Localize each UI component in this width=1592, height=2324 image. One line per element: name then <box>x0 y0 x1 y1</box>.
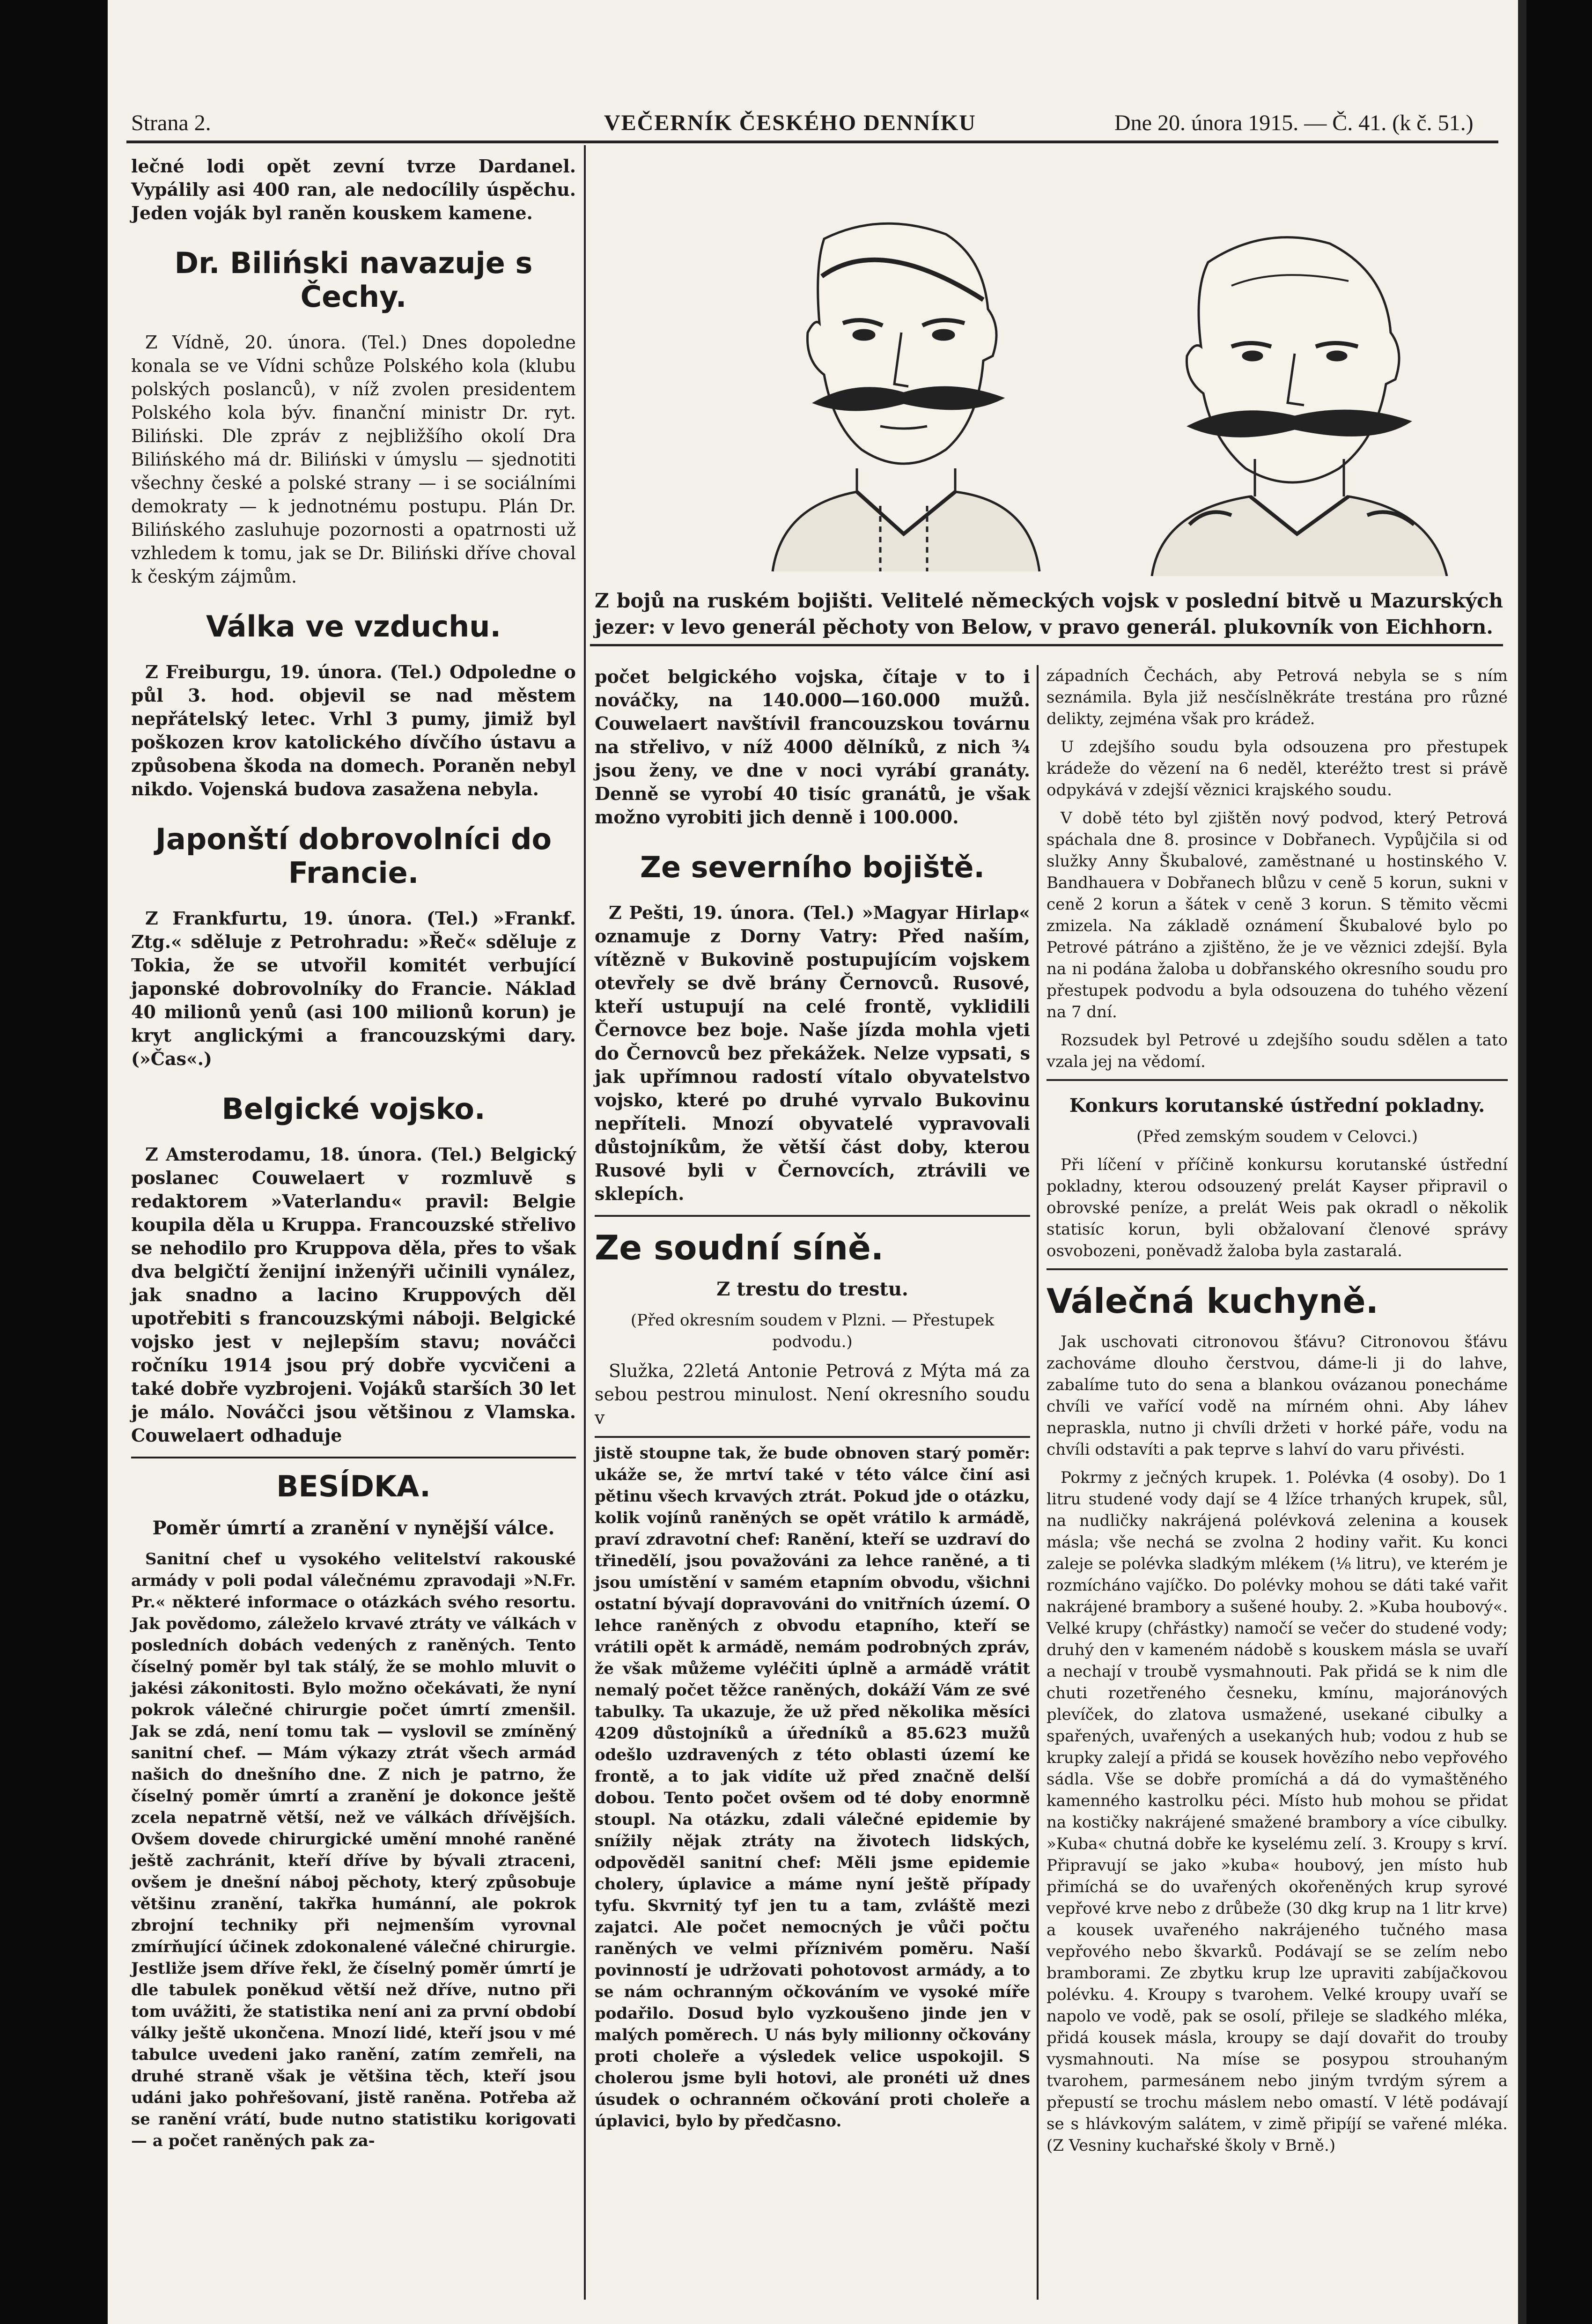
besidka-rule <box>131 1457 576 1458</box>
illustration-caption: Z bojů na ruském bojišti. Velitelé německých vojsk v poslední bitvě u Mazurských jezer: v levo generál pěchoty von Below, v pravo generál. plukovník von Eichhorn. <box>595 589 1503 638</box>
headline-soudni: Ze soudní síně. <box>595 1228 884 1267</box>
newspaper-page <box>108 0 1526 2324</box>
article-trestu-cont: západních Čechách, aby Petrová nebyla se s ním seznámila. Byla již nesčíslněkráte trestána pro různé delikty, zejména však pro krádež. <box>1047 666 1508 728</box>
soudni-rule <box>595 1215 1030 1217</box>
issue-date: Dne 20. února 1915. — Č. 41. (k č. 51.) <box>1114 111 1474 135</box>
right-page-edge <box>1518 0 1526 2324</box>
konkurs-subtitle: (Před zemským soudem v Celovci.) <box>1136 1127 1418 1146</box>
masthead: VEČERNÍK ČESKÉHO DENNÍKU <box>604 111 976 135</box>
article-trestu-p3: V době této byl zjištěn nový podvod, který Petrová spáchala dne 8. prosince v Dobřanech. Vypůjčila si od služky Anny Škubalové, zaměstnané u hostinského V. Bandhauera v Dobřanech blůzu v ceně 5 korun, sukni v ceně 2 korun a šátek v ceně 3 korun. S těmito věcmi zmizela. Na základě oznámení Škubalové bylo po Petrové pátráno a zjištěno, že je ve věznici zdejší. Byla na ni podána žaloba u dobřanského okresního soudu pro přestupek podvodu a byla odsouzena do tuhého vězení na 7 dní. <box>1047 809 1508 1021</box>
article-trestu: Služka, 22letá Antonie Petrová z Mýta má za sebou pestrou minulost. Není okresního soudu v <box>595 1361 1030 1428</box>
column-1 <box>131 155 576 2158</box>
article-pomer: Sanitní chef u vysokého velitelství rakouské armády v poli podal válečnému zpravodaji »N.Fr. Pr.« některé informace o otázkách svého resortu. Jak povědomo, záleželo krvavé ztráty ve válkách v posledních dobách vedených z raněných. Tento číselný poměr byl tak stálý, že se mohlo mluvit o jakési zákonitosti. Bylo možno očekávati, že nyní pokrok válečné chirurgie počet úmrtí zmenšil. Jak se zdá, není tomu tak — vyslovil se zmíněný sanitní chef. — Mám výkazy ztrát všech armád našich do dnešního dne. Z nich je patrno, že číselný poměr úmrtí a zranění je dokonce ještě zcela nepatrně větší, než ve válkách dřívějších. Ovšem dovede chirurgické umění mnohé raněné ještě zachránit, kteří dříve by bývali ztraceni, ovšem je dnešní náboj pěchoty, který způsobuje většinu zranění, takřka humánní, ale pokrok zbrojní techniky při nejmenším vyrovnal zmírňující účinek zdokonalené válečné chirurgie. Jestliže jsem dříve řekl, že číselný poměr úmrtí je dle tabulek poněkud větší než dříve, nutno při tom uvážiti, že statistika není ani za první období války ještě ukončena. Mnozí lidé, kteří jsou v mé tabulce uvedeni jako ranění, zatím zemřeli, na druhé straně však je většina těch, kteří jsou udáni jako pohřešovaní, jistě raněna. Potřeba až se ranění vrátí, bude nutno statistiku korigovati — a počet raněných pak za- <box>131 1550 576 2150</box>
column-2 <box>595 665 1030 2139</box>
kuchyne-rule <box>1047 1268 1508 1270</box>
headline-kuchyne: Válečná kuchyně. <box>1047 1281 1378 1321</box>
konkurs-rule <box>1047 1079 1508 1081</box>
article-trestu-p4: Rozsudek byl Petrové u zdejšího soudu sdělen a tato vzala jej na vědomí. <box>1047 1031 1508 1071</box>
portrait-von-eichhorn <box>1152 237 1447 576</box>
portrait-von-below <box>773 223 1039 571</box>
headline-severni: Ze severního bojiště. <box>640 850 985 884</box>
headline-pomer: Poměr úmrtí a zranění v nynější válce. <box>152 1517 555 1539</box>
article-trestu-p2: U zdejšího soudu byla odsouzena pro přestupek krádeže do vězení na 6 neděl, kteréžto trest si právě odpykává v zdejší věznici krajského soudu. <box>1047 738 1508 799</box>
article-krupek: Pokrmy z ječných krupek. 1. Polévka (4 osoby). Do 1 litru studené vody dají se 4 lžíce trhaných krupek, sůl, na nudličky nakrájená polévková zelenina a kousek másla; vše nechá se zvolna 2 hodiny vařit. Ku konci zaleje se polévka sladkým mlékem (⅛ litru), ve kterém je rozmícháno vajíčko. Do polévky mohou se dáti také vařit nakrájené brambory a sušené houby. 2. »Kuba houbový«. Velké krupy (chřástky) namočí se večer do studené vody; druhý den v kameném nádobě s kouskem másla se uvaří a nechají v troubě vysmahnouti. Pak přidá se k nim dle chuti rozetřeného česneku, kmínu, majoránových plevíček, do zlatova usmažené, usekané cibulky a spařených, uvařených a usekaných hub; vodou z hub se krupky zalejí a přidá se kousek hovězího nebo vepřového sádla. Vše se dobře promíchá a dá do vymaštěného kamenného kastrolku péci. Místo hub mohou se přidat na kostičky nakrájené smažené brambory a více cibulky. »Kuba« chutná dobře ke kyselému zelí. 3. Kroupy s krví. Připravují se jako »kuba« houbový, jen místo hub přimíchá se do uvařených okořeněných krup syrové vepřové krve nebo z drůbeže (30 dkg krup na 1 litr krve) a kousek uvařeného nakrájeného tučného masa vepřového nebo škvarků. Podávají se se zelím nebo bramborami. Ze zbytku krup lze upraviti zabíjačkovou polévku. 4. Kroupy s tvarohem. Velké kroupy uvaří se napolo ve vodě, pak se osolí, přileje se sladkého mléka, přidá kousek másla, kroupy se dají dovařit do trouby vysmahnouti. Na míse se posypou strouhaným tvarohem, parmesánem nebo jiným tvrdým sýrem a přepustí se trochu máslem nebo omastí. V létě podávají se s hlávkovým salátem, v zimě připíjí se vařené mléka. (Z Vesniny kuchařské školy v Brně.) <box>1047 1468 1508 2155</box>
page-number: Strana 2. <box>131 111 211 135</box>
headline-konkurs: Konkurs korutanské ústřední pokladny. <box>1069 1095 1485 1117</box>
article-belgicke: Z Amsterodamu, 18. února. (Tel.) Belgický poslanec Couwelaert v rozmluvě s redaktorem »Vaterlandu« pravil: Belgie koupila děla u Kruppa. Francouzské střelivo se nehodilo pro Kruppova děla, přes to však dva belgičtí ženijní inženýři učinili vynález, jak snadno a lacino Kruppových děl upotřebiti s francouzskými náboji. Belgické vojsko jest v nejlepším stavu; nováčci ročníku 1914 jsou prý dobře vycvičeni a také dobře vyzbrojeni. Vojáků starších 30 let je málo. Nováčci jsou většinou z Vlamska. Couwelaert odhaduje <box>131 1144 576 1446</box>
caption-rule <box>590 644 1503 646</box>
headline-trestu: Z trestu do trestu. <box>716 1278 908 1300</box>
continuation-rule <box>595 1436 1030 1438</box>
article-japonsti: Z Frankfurtu, 19. února. (Tel.) »Frankf. Ztg.« sděluje z Petrohradu: »Řeč« sděluje z Tokia, že se utvořil komitét verbující japonské dobrovolníky do Francie. Náklad 40 milionů yenů (asi 100 milionů korun) je kryt anglickými a francouzskými dary. (»Čas«.) <box>131 908 576 1069</box>
column-divider-1 <box>584 145 586 2300</box>
column-3 <box>1047 665 1508 2163</box>
headline-bilinski: Dr. Biliński navazuje s Čechy. <box>174 246 533 314</box>
portraits-illustration <box>702 206 1498 576</box>
article-belgicke-cont: počet belgického vojska, čítaje v to i nováčky, na 140.000—160.000 mužů. Couwelaert navštívil francouzskou továrnu na střelivo, v níž 4000 dělníků, z nich ¾ jsou ženy, ve dne v noci vyrábí granáty. Denně se vyrobí 40 tisíc granátů, je však možno vyrobiti jich denně i 100.000. <box>595 666 1030 828</box>
article-konkurs: Při líčení v příčině konkursu korutanské ústřední pokladny, kterou odsouzený prelát Kayser připravil o obrovské peníze, a prelát Weis pak okradl o několik statisíc korun, byli obžalovaní členové správy osvobozeni, poněvadž žaloba byla zastaralá. <box>1047 1155 1508 1260</box>
column-divider-2 <box>1037 665 1039 2300</box>
header-rule <box>126 141 1498 143</box>
article-valka: Z Freiburgu, 19. února. (Tel.) Odpoledne o půl 3. hod. objevil se nad městem nepřátelský letec. Vrhl 3 pumy, jimiž byl poškozen krov katolického dívčího ústavu a způsobena škoda na domech. Poraněn nebyl nikdo. Vojenská budova zasažena nebyla. <box>131 661 576 799</box>
headline-belgicke: Belgické vojsko. <box>221 1092 486 1126</box>
article-citron: Jak uschovati citronovou šťávu? Citronovou šťávu zachováme dlouho čerstvou, dáme-li ji do lahve, zabalíme tuto do sena a blankou ovázanou ponecháme chvíli ve vařící vodě na mírném ohni. Aby láhev nepraskla, nutno ji chvíli držeti v horké páře, vodu na chvíli odstavíti a pak teprve s lahví do varu přivésti. <box>1047 1332 1508 1459</box>
article-severni: Z Pešti, 19. února. (Tel.) »Magyar Hirlap« oznamuje z Dorny Vatry: Před naším, vítězně v Bukovině postupujícím vojskem otevřely se dvě brány Černovců. Rusové, kteří ustupují na celé frontě, vyklidili Černovce bez boje. Naše jízda mohla vjeti do Černovců bez překážek. Nelze vypsati, s jak upřímnou radostí vítalo obyvatelstvo vojsko, které po druhé vyrvalo Bukovinu nepříteli. Mnozí obyvatelé vypravovali důstojníkům, že větší část doby, kterou Rusové byli v Černovcích, ztrávili ve sklepích. <box>595 902 1030 1204</box>
headline-besidka: BESÍDKA. <box>276 1469 431 1503</box>
article-intro: lečné lodi opět zevní tvrze Dardanel. Vypálily asi 400 ran, ale nedocílily úspěchu. Jeden voják byl raněn kouskem kamene. <box>131 155 576 223</box>
headline-valka: Válka ve vzduchu. <box>206 609 501 644</box>
article-bilinski: Z Vídně, 20. února. (Tel.) Dnes dopoledne konala se ve Vídni schůze Polského kola (klubu polských poslanců), v níž zvolen presidentem Polského kola býv. finanční ministr Dr. ryt. Biliński. Dle zpráv z nejbližšího okolí Dra Bilińského má dr. Biliński v úmyslu — sjednotiti všechny české a polské strany — i se sociálními demokraty — k jednotnému postupu. Plán Dr. Bilińského zasluhuje pozornosti a opatrnosti už vzhledem k tomu, jak se Dr. Biliński dříve choval k českým zájmům. <box>131 332 576 587</box>
trestu-subtitle: (Před okresním soudem v Plzni. — Přestupek podvodu.) <box>630 1311 995 1351</box>
article-pomer-cont: jistě stoupne tak, že bude obnoven starý poměr: ukáže se, že mrtví také v této válce činí asi pětinu všech krvavých ztrát. Pokud jde o otázku, kolik vojínů raněných se opět vrátilo k armádě, praví zdravotní chef: Ranění, kteří se uzdraví do třinedělí, jsou považováni za lehce raněné, a ti jsou umístění v samém etapním obvodu, všichni ostatní bývají dopravováni do vnitřních území. O lehce raněných z obvodu etapního, kteří se vrátili opět k armádě, nemám podrobných zpráv, že však můžeme vyléčiti úplně a armádě vrátit nemalý počet těžce raněných, dokáží Vám ze své tabulky. Ta ukazuje, že už před několika měsíci 4209 důstojníků a úředníků a 85.623 mužů odešlo uzdravených z této oblasti území ke frontě, a to jak vidíte už před značně delší dobou. Tento počet ovšem od té doby enormně stoupl. Na otázku, zdali válečné epidemie by snížily nějak ztráty na životech lidských, odpověděl sanitní chef: Měli jsme epidemie cholery, úplavice a máme nyní ještě případy tyfu. Skvrnitý tyf jen tu a tam, zvláště mezi zajatci. Ale počet nemocných je vůči počtu raněných ve velmi příznivém poměru. Naší povinností je udržovati pohotovost armády, a to se nám ochranným očkováním ve vysoké míře podařilo. Dosud bylo vyzkoušeno jinde jen v malých poměrech. U nás byly milionny očkovány proti choleře a výsledek velice uspokojil. S cholerou jsme byli hotovi, ale pronéti už dnes úsudek o ochranném očkování proti choleře a úplavici, bylo by předčasno. <box>595 1444 1030 2131</box>
headline-japonsti: Japonští dobrovolníci do Francie. <box>155 822 552 890</box>
